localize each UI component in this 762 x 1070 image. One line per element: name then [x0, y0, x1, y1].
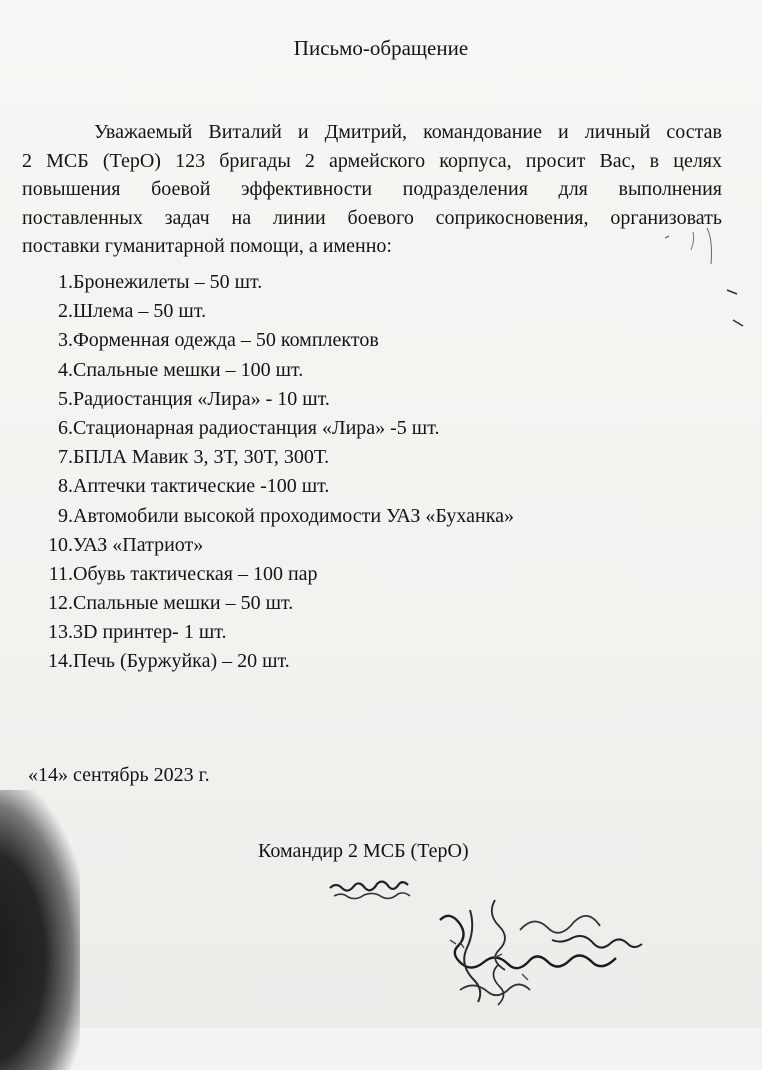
item-number: 10.	[48, 533, 73, 556]
item-text: Радиостанция «Лира» - 10 шт.	[73, 387, 330, 410]
item-number: 3.	[58, 329, 73, 352]
item-number: 4.	[58, 358, 73, 381]
item-text: Печь (Буржуйка) – 20 шт.	[73, 650, 290, 673]
item-text: Обувь тактическая – 100 пар	[73, 562, 318, 585]
item-text: Спальные мешки – 50 шт.	[73, 592, 294, 615]
item-number: 2.	[58, 300, 73, 323]
list-item	[40, 414, 514, 443]
item-text: УАЗ «Патриот»	[73, 533, 204, 556]
item-text: Автомобили высокой проходимости УАЗ «Буханка»	[73, 504, 514, 527]
item-number: 9.	[58, 504, 73, 527]
margin-marks	[655, 220, 745, 350]
signature-scribble	[320, 870, 700, 1020]
item-text: Аптечки тактические -100 шт.	[73, 475, 330, 498]
list-item	[40, 502, 514, 531]
signatory-title: Командир 2 МСБ (ТерО)	[258, 840, 469, 862]
document-title: Письмо-обращение	[293, 36, 469, 60]
finger-shadow	[0, 790, 80, 1070]
list-item	[40, 326, 514, 355]
request-list	[40, 268, 514, 677]
body-line: повышения боевой эффективности подразделения для выполнения	[22, 178, 722, 200]
item-text: Форменная одежда – 50 комплектов	[73, 329, 379, 352]
list-item	[40, 385, 514, 414]
body-line: поставки гуманитарной помощи, а именно:	[22, 235, 392, 257]
item-text: Стационарная радиостанция «Лира» -5 шт.	[73, 416, 440, 439]
list-item	[40, 297, 514, 326]
item-number: 6.	[58, 416, 73, 439]
item-number: 11.	[48, 562, 73, 585]
item-text: Спальные мешки – 100 шт.	[73, 358, 304, 381]
item-number: 8.	[58, 475, 73, 498]
list-item	[40, 356, 514, 385]
document-date: «14» сентябрь 2023 г.	[28, 764, 210, 786]
item-number: 5.	[58, 387, 73, 410]
item-text: Шлема – 50 шт.	[73, 300, 207, 323]
body-line: поставленных задач на линии боевого соприкосновения, организовать	[22, 206, 722, 229]
item-number: 1.	[58, 271, 73, 293]
body-paragraph	[22, 118, 722, 261]
item-number: 13.	[48, 621, 73, 644]
item-number: 12.	[48, 592, 73, 615]
body-line: Уважаемый Виталий и Дмитрий, командование и личный состав	[94, 121, 722, 143]
list-item	[40, 618, 514, 647]
list-item	[40, 531, 514, 560]
list-item	[40, 443, 514, 472]
item-text: 3D принтер- 1 шт.	[73, 621, 227, 644]
item-text: БПЛА Мавик 3, 3Т, 30Т, 300Т.	[73, 446, 330, 469]
item-text: Бронежилеты – 50 шт.	[73, 271, 263, 293]
list-item	[40, 647, 514, 676]
list-item	[40, 268, 514, 297]
body-line: 2 МСБ (ТерО) 123 бригады 2 армейского корпуса, просит Вас, в целях	[22, 149, 722, 172]
item-number: 7.	[58, 446, 73, 469]
list-item	[40, 589, 514, 618]
item-number: 14.	[48, 650, 73, 673]
list-item	[40, 560, 514, 589]
list-item	[40, 472, 514, 501]
